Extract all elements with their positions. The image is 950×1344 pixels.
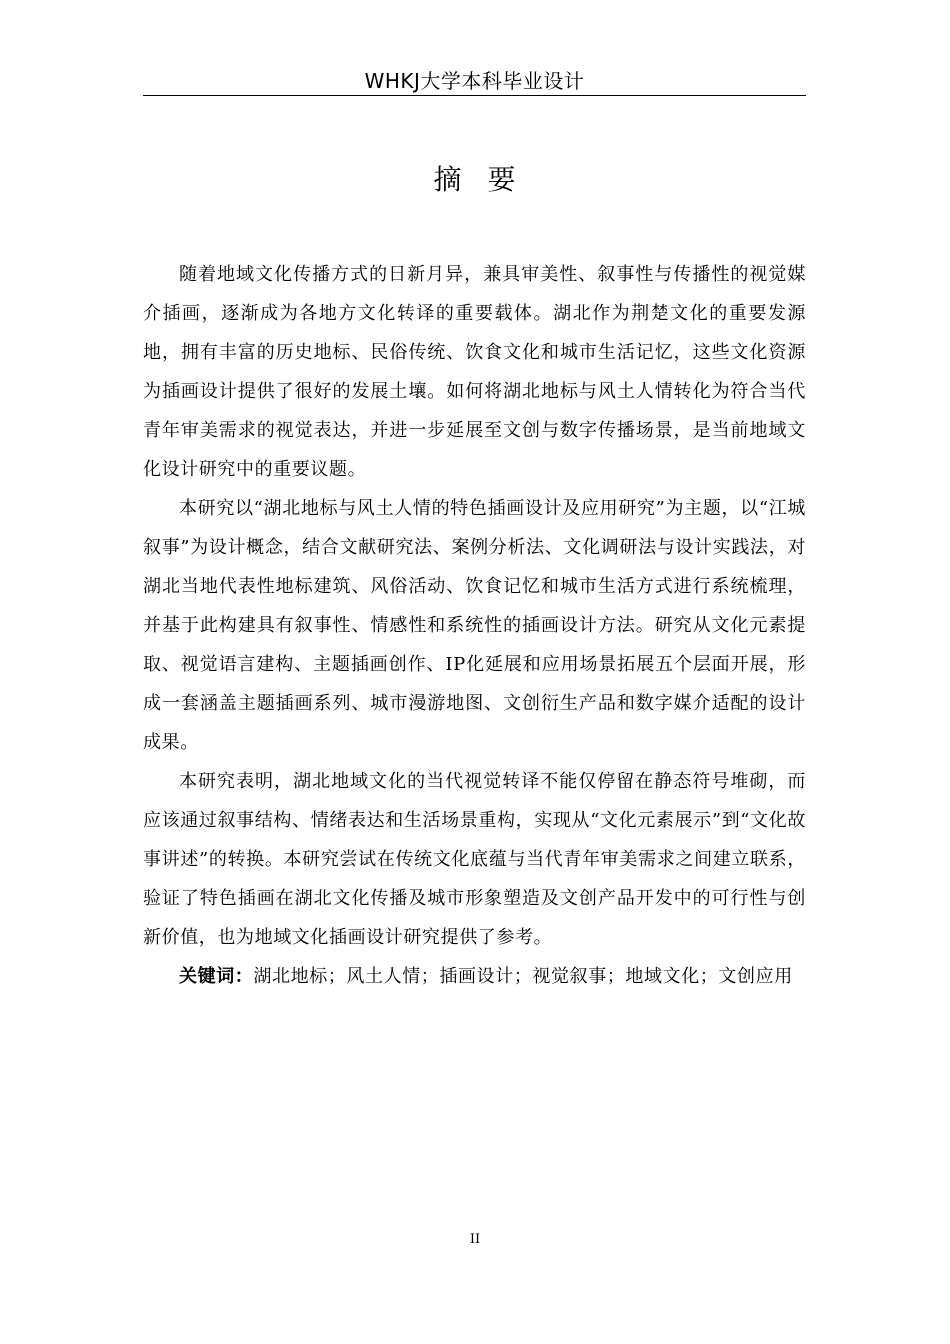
header-rule (143, 95, 806, 96)
keywords-text: 湖北地标；风土人情；插画设计；视觉叙事；地域文化；文创应用 (253, 966, 793, 987)
abstract-paragraph-1: 随着地域文化传播方式的日新月异，兼具审美性、叙事性与传播性的视觉媒介插画，逐渐成为各地方文化转译的重要载体。湖北作为荆楚文化的重要发源地，拥有丰富的历史地标、民俗传统、饮食文化和城市生活记忆，这些文化资源为插画设计提供了很好的发展土壤。如何将湖北地标与风土人情转化为符合当代青年审美需求的视觉表达，并进一步延展至文创与数字传播场景，是当前地域文化设计研究中的重要议题。 (143, 264, 806, 480)
keywords-label: 关键词： (179, 966, 254, 987)
abstract-paragraph-2: 本研究以“湖北地标与风土人情的特色插画设计及应用研究”为主题，以“江城叙事”为设计概念，结合文献研究法、案例分析法、文化调研法与设计实践法，对湖北当地代表性地标建筑、风俗活动、饮食记忆和城市生活方式进行系统梳理，并基于此构建具有叙事性、情感性和系统性的插画设计方法。研究从文化元素提取、视觉语言建构、主题插画创作、IP化延展和应用场景拓展五个层面开展，形成一套涵盖主题插画系列、城市漫游地图、文创衍生产品和数字媒介适配的设计成果。 (143, 498, 806, 753)
abstract-paragraph-3: 本研究表明，湖北地域文化的当代视觉转译不能仅停留在静态符号堆砌，而应该通过叙事结构、情绪表达和生活场景重构，实现从“文化元素展示”到“文化故事讲述”的转换。本研究尝试在传统文化底蕴与当代青年审美需求之间建立联系，验证了特色插画在湖北文化传播及城市形象塑造及文创产品开发中的可行性与创新价值，也为地域文化插画设计研究提供了参考。 (143, 771, 806, 948)
abstract-title: 摘要 (433, 163, 542, 196)
abstract-body (143, 255, 806, 996)
running-header: WHKJ大学本科毕业设计 (364, 69, 585, 93)
keywords-line (143, 957, 806, 996)
page-number: II (469, 1232, 481, 1247)
